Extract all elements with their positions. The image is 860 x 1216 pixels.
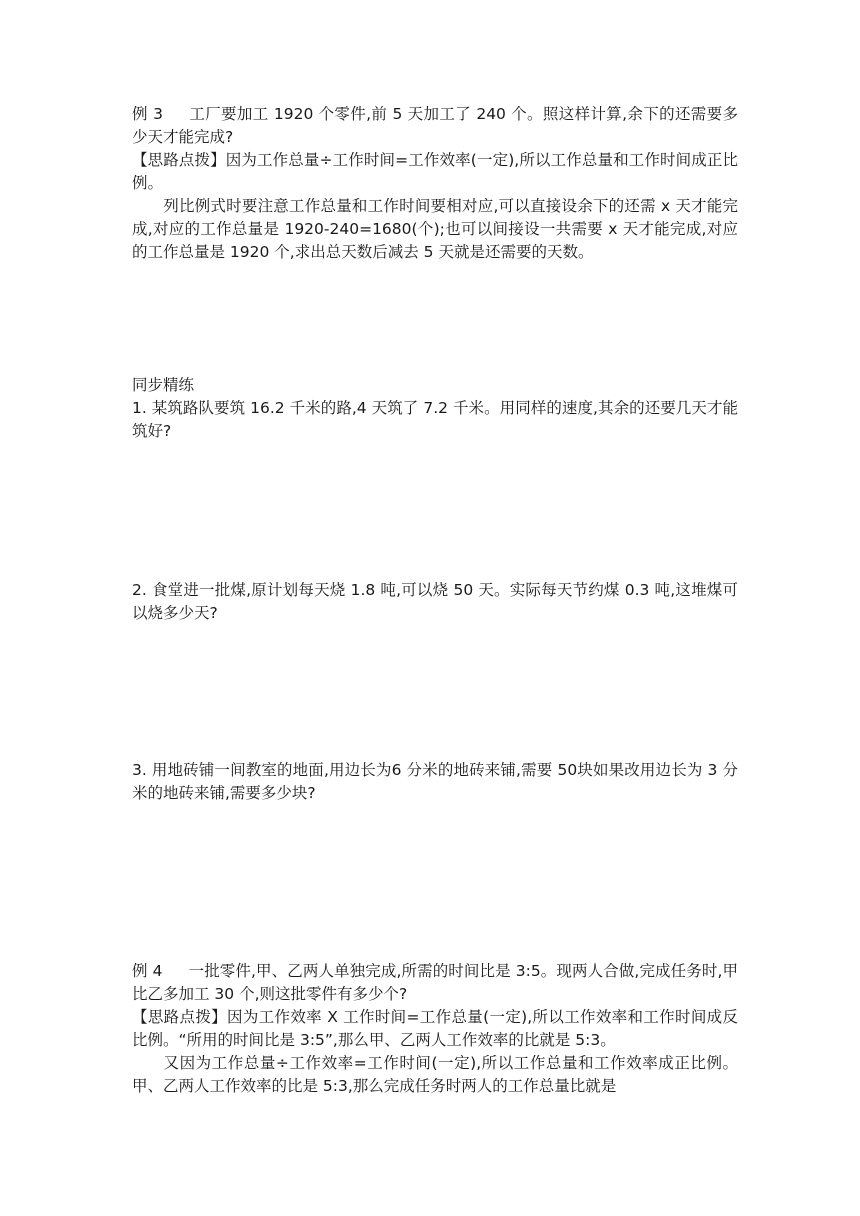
practice-question-1: 1. 某筑路队要筑 16.2 千米的路,4 天筑了 7.2 千米。用同样的速度,其余的还要几天才能筑好? [132,399,738,440]
example-3-hint-continued-text: 列比例式时要注意工作总量和工作时间要相对应,可以直接设余下的还需 x 天才能完成,对应的工作总量是 1920-240=1680(个);也可以间接设一共需要 x 天才能完成,对应的工作总量是 1920 个,求出总天数后减去 5 天就是还需要的天数。 [132,197,738,261]
example-4-problem [132,960,738,1006]
practice-question-2: 2. 食堂进一批煤,原计划每天烧 1.8 吨,可以烧 50 天。实际每天节约煤 0.3 吨,这堆煤可以烧多少天? [132,581,738,622]
example-4-label: 例 4 [132,962,163,980]
example-4-hint-continued-text: 又因为工作总量÷工作效率=工作时间(一定),所以工作总量和工作效率成正比例。甲、乙两人工作效率的比是 5:3,那么完成任务时两人的工作总量比就是 [132,1054,738,1095]
example-3-problem [132,103,738,149]
example-4-hint-continued [132,1052,738,1098]
example-3-hint-continued [132,195,738,264]
example-4-text: 一批零件,甲、乙两人单独完成,所需的时间比是 3:5。现两人合做,完成任务时,甲比乙多加工 30 个,则这批零件有多少个? [132,962,738,1003]
practice-heading: 同步精练 [132,376,195,394]
example-3-label: 例 3 [132,105,163,123]
example-4-hint: 【思路点拨】因为工作效率 X 工作时间=工作总量(一定),所以工作效率和工作时间成反比例。“所用的时间比是 3:5”,那么甲、乙两人工作效率的比就是 5:3。 [132,1008,738,1049]
example-3-text: 工厂要加工 1920 个零件,前 5 天加工了 240 个。照这样计算,余下的还需要多少天才能完成? [132,105,739,146]
practice-question-3: 3. 用地砖铺一间教室的地面,用边长为6 分米的地砖来铺,需要 50块如果改用边长为 3 分米的地砖来铺,需要多少块? [132,761,738,802]
example-3-hint: 【思路点拨】因为工作总量÷工作时间=工作效率(一定),所以工作总量和工作时间成正比例。 [132,151,738,192]
